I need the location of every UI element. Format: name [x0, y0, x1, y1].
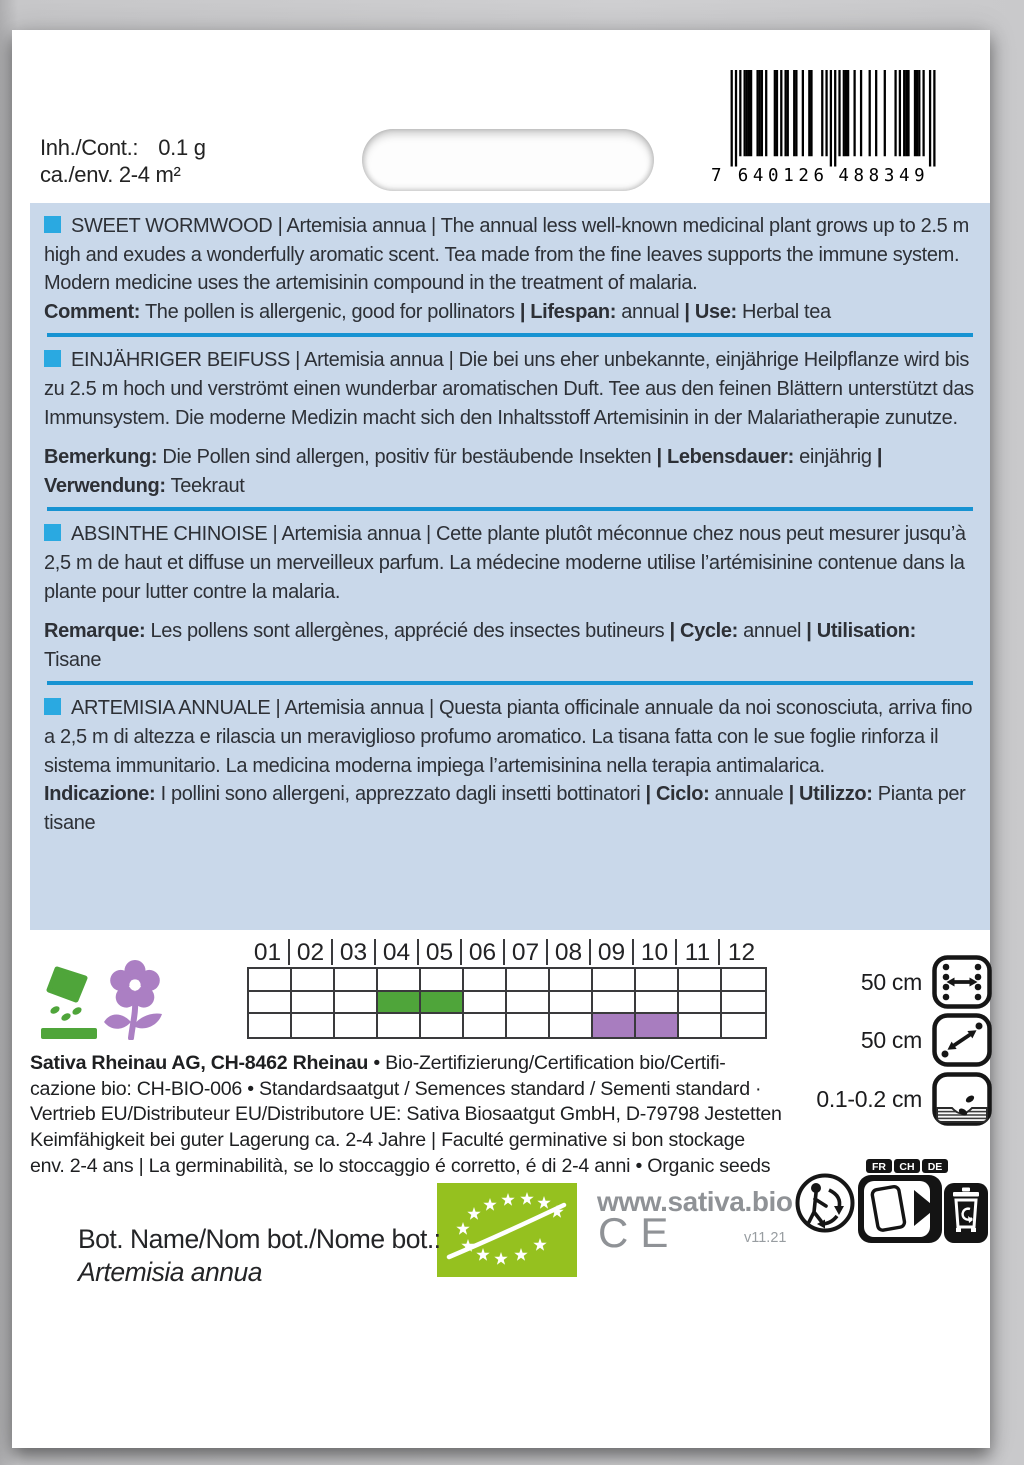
remark-line: Comment: The pollen is allergenic, good for pollinators | Lifespan: annual | Use: Herbal tea	[44, 300, 831, 323]
calendar-cell	[249, 969, 292, 992]
content-label: Inh./Cont.:	[40, 135, 139, 160]
plant-title: SWEET WORMWOOD	[71, 215, 273, 237]
plant-title: ARTEMISIA ANNUALE	[71, 697, 271, 720]
coverage-area: ca./env. 2-4 m²	[40, 162, 181, 187]
month-label: 09	[591, 939, 634, 965]
calendar-cell	[722, 969, 765, 992]
blue-square-bullet-icon	[44, 698, 61, 715]
botanical-name-label: Bot. Name/Nom bot./Nome bot.:	[78, 1224, 441, 1254]
calendar-cell	[507, 1014, 550, 1037]
month-label: 03	[333, 939, 376, 965]
producer-line: Sativa Rheinau AG, CH-8462 Rheinau • Bio-Zertifizierung/Certification bio/Certifi-	[30, 1052, 726, 1074]
seed-packet-glyph	[872, 1186, 906, 1231]
calendar-cell	[464, 969, 507, 992]
calendar-cell	[464, 1014, 507, 1037]
month-label: 12	[727, 939, 756, 966]
calendar-cell	[636, 969, 679, 992]
sowing-calendar-grid	[247, 967, 767, 1039]
plant-description: | Artemisia annua | Cette plante plutôt méconnue chez nous peut mesurer jusqu’à 2,5 m de haut et diffuse un merveilleux parfum. La médecine moderne utilise l’artémisinine contenue dans la plante pour lutter contre la malaria.	[44, 523, 966, 603]
month-label: 07	[505, 939, 548, 965]
germination-line: env. 2-4 ans | La germinabilità, se lo stoccaggio é corretto, é di 2-4 anni • Organic seeds	[30, 1154, 771, 1177]
calendar-cell	[292, 969, 335, 992]
calendar-cell	[550, 992, 593, 1015]
description-paragraph	[44, 694, 976, 780]
ce-mark: CE	[598, 1209, 681, 1256]
producer-line: cazione bio: CH-BIO-006 • Standardsaatgut / Semences standard / Sementi standard ·	[30, 1077, 762, 1100]
producer-line: Vertrieb EU/Distributeur EU/Distributore UE: Sativa Biosaatgut GmbH, D-79798 Jestetten	[30, 1103, 782, 1126]
sowing-cell	[421, 992, 464, 1015]
row-spacing-value: 50 cm	[860, 968, 922, 995]
row-spacing-spec	[760, 954, 992, 1010]
plant-description: | Artemisia annua | Questa pianta officinale annuale da noi sconosciuta, arriva fino a 2,5 m di altezza e rilascia un meraviglioso profumo aromatico. La tisana fatta con le sue foglie rinforza il sistema immunitario. La medicina moderna impiega l’artemisinina nella terapia antimalarica.	[44, 697, 973, 777]
remark-line: Remarque: Les pollens sont allergènes, apprécié des insectes butineurs | Cycle: annuel | Utilisation: Tisane	[44, 620, 916, 671]
blue-square-bullet-icon	[44, 350, 61, 367]
section-german	[44, 346, 976, 500]
sowing-depth-icon	[932, 1072, 992, 1126]
disposal-country-tabs	[866, 1159, 948, 1173]
remark-line: Indicazione: I pollini sono allergeni, apprezzato dagli insetti bottinatori | Ciclo: annuale | Utilizzo: Pianta per tisane	[44, 783, 966, 834]
calendar-cell	[636, 992, 679, 1015]
flowering-cell	[636, 1014, 679, 1037]
calendar-cell	[593, 969, 636, 992]
ean-digits-left: 640126	[737, 165, 824, 185]
calendar-cell	[378, 1014, 421, 1037]
calendar-cell	[507, 992, 550, 1015]
section-divider	[47, 681, 973, 685]
flower-icon	[102, 960, 168, 1040]
content-value: 0.1 g	[158, 135, 206, 160]
content-info	[40, 134, 206, 188]
hang-slot	[362, 129, 654, 191]
calendar-cell	[464, 992, 507, 1015]
description-paragraph	[44, 212, 976, 298]
section-english	[44, 212, 976, 326]
plant-title: EINJÄHRIGER BEIFUSS	[71, 349, 290, 372]
triman-recycling-icon	[794, 1172, 856, 1234]
tab-ch: CH	[899, 1161, 915, 1173]
section-french	[44, 520, 976, 674]
month-label: 05	[419, 939, 462, 965]
calendar-cell	[679, 1014, 722, 1037]
calendar-cell	[335, 992, 378, 1015]
calendar-cell	[292, 992, 335, 1015]
plant-spacing-value: 50 cm	[860, 1026, 922, 1053]
germination-line: Keimfähigkeit bei guter Lagerung ca. 2-4 Jahre | Faculté germinative si bon stockage	[30, 1129, 745, 1152]
calendar-cell	[421, 1014, 464, 1037]
calendar-month-header	[247, 939, 763, 965]
flowering-cell	[593, 1014, 636, 1037]
ean-barcode	[710, 70, 938, 185]
month-label: 02	[290, 939, 333, 965]
calendar-cell	[722, 1014, 765, 1037]
ean-digit-first: 7	[711, 165, 722, 185]
blue-square-bullet-icon	[44, 216, 61, 233]
calendar-cell	[335, 1014, 378, 1037]
website-url: www.sativa.bio	[597, 1186, 793, 1217]
blue-square-bullet-icon	[44, 524, 61, 541]
calendar-cell	[292, 1014, 335, 1037]
description-paragraph	[44, 520, 976, 606]
section-divider	[47, 333, 973, 337]
month-label: 01	[247, 939, 290, 965]
plant-title: ABSINTHE CHINOISE	[71, 523, 268, 546]
calendar-cell	[249, 992, 292, 1015]
plant-description: | Artemisia annua | Die bei uns eher unbekannte, einjährige Heilpflanze wird bis zu 2.5 m hoch und verströmt einen wunderbar aromatischen Duft. Tee aus den feinen Blättern unterstützt das Immunsystem. Die moderne Medizin macht sich den Inhaltsstoff Artemisinin in der Malariatherapie zunutze.	[44, 349, 974, 429]
calendar-cell	[679, 992, 722, 1015]
month-label: 11	[677, 939, 720, 965]
tab-de: DE	[927, 1161, 943, 1173]
month-label: 04	[376, 939, 419, 965]
calendar-cell	[722, 992, 765, 1015]
calendar-cell	[249, 1014, 292, 1037]
calendar-cell	[679, 969, 722, 992]
calendar-cell	[507, 969, 550, 992]
plant-description: | Artemisia annua | The annual less well-known medicinal plant grows up to 2.5 m high and exudes a wonderfully aromatic scent. Tea made from the fine leaves supports the immune system. Modern medicine uses the artemisinin compound in the treatment of malaria.	[44, 215, 969, 295]
month-label: 08	[548, 939, 591, 965]
remark-line: Bemerkung: Die Pollen sind allergen, positiv für bestäubende Insekten | Lebensdauer: einjährig | Verwendung: Teekraut	[44, 446, 883, 497]
section-divider	[47, 507, 973, 511]
calendar-cell	[550, 1014, 593, 1037]
plant-spacing-icon	[932, 1013, 992, 1067]
packaging-disposal-icon	[856, 1157, 990, 1245]
calendar-cell	[335, 969, 378, 992]
version-label: v11.21	[744, 1230, 787, 1246]
sowing-seeds-icon	[40, 966, 98, 1040]
ean-digits-right: 488349	[838, 165, 925, 185]
content-quantity	[40, 134, 206, 161]
row-spacing-icon	[932, 955, 992, 1009]
calendar-cell	[550, 969, 593, 992]
eu-organic-leaf-icon	[437, 1183, 577, 1277]
sowing-depth-value: 0.1-0.2 cm	[816, 1085, 922, 1112]
calendar-cell	[593, 992, 636, 1015]
calendar-cell	[378, 969, 421, 992]
month-label: 06	[462, 939, 505, 965]
calendar-cell	[421, 969, 464, 992]
description-paragraph	[44, 346, 976, 432]
month-label: 10	[634, 939, 677, 965]
botanical-name-value: Artemisia annua	[78, 1257, 262, 1287]
producer-info	[30, 1051, 870, 1180]
section-italian	[44, 694, 976, 837]
description-panel	[30, 203, 990, 930]
sowing-cell	[378, 992, 421, 1015]
tab-fr: FR	[872, 1161, 886, 1173]
